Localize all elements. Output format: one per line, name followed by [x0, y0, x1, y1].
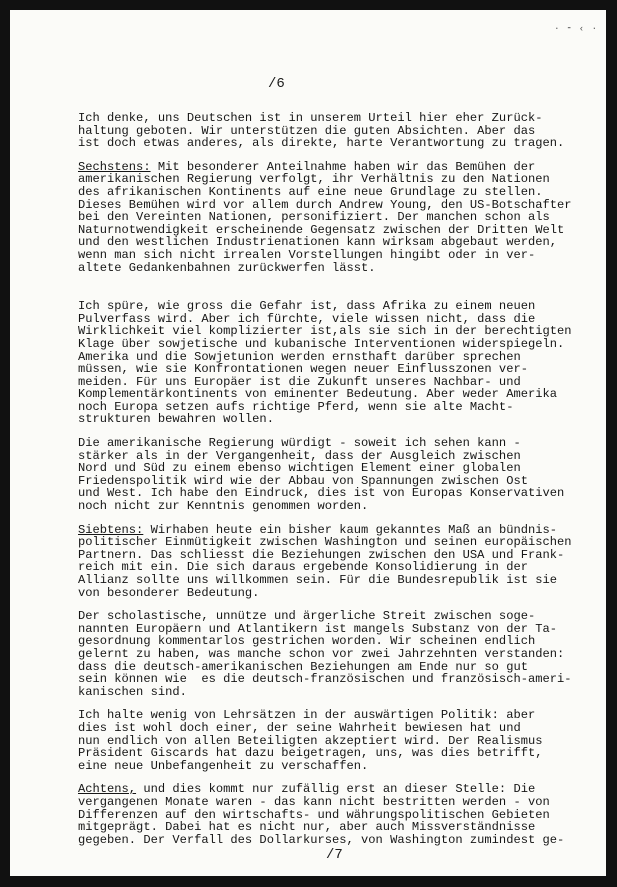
paragraph-2 — [78, 161, 600, 274]
paragraph-1-text: Ich denke, uns Deutschen ist in unserem Urteil hier eher Zurück- haltung geboten. Wir unterstützen die guten Absichten. Aber das ist doch etwas anderes, als direkte, harte Verantwortung zu tragen. — [78, 111, 565, 151]
paragraph-6 — [78, 610, 600, 698]
section-lead-sechstens: Sechstens: — [78, 159, 151, 174]
section-lead-siebtens: Siebtens: — [78, 522, 144, 537]
paragraph-5 — [78, 524, 600, 600]
paragraph-1 — [78, 112, 600, 150]
paragraph-3-text: Ich spüre, wie gross die Gefahr ist, dass Afrika zu einem neuen Pulverfass wird. Aber ich fürchte, viele wissen nicht, dass die Wirklichkeit viel komplizierter ist,als sie sich in der berechtigten Klage über sowjetische und kubanische Interventionen widerspiegeln. Amerika und die Sowjetunion werden ernsthaft darüber sprechen müssen, wie sie Konfrontationen wegen neuer Einflusszonen ver- meiden. Für uns Europäer ist die Zukunft unseres Nachbar- und Komplementärkontinents von eminenter Bedeutung. Aber weder Amerika noch Europa setzen aufs richtige Pferd, wenn sie alte Macht- strukturen bewahren wollen. — [78, 299, 572, 427]
paragraph-4-text: Die amerikanische Regierung würdigt - soweit ich sehen kann - stärker als in der Vergangenheit, dass der Ausgleich zwischen Nord und Süd zu einem ebenso wichtigen Element einer globalen Friedenspolitik wird wie der Abbau von Spannungen zwischen Ost und West. Ich habe den Eindruck, dies ist von Europas Konservativen noch nicht zur Kenntnis genommen worden. — [78, 436, 565, 514]
section-lead-achtens: Achtens, — [78, 782, 137, 797]
paragraph-7 — [78, 709, 600, 772]
paragraph-6-text: Der scholastische, unnütze und ärgerliche Streit zwischen soge- nannten Europäern und Atlantikern ist mangels Substanz von der Ta- gesordnung kommentarlos gestrichen worden. Wir scheinen endlich gelernt zu haben, was manche schon vor zwei Jahrzehnten verstanden: dass die deutsch-amerikanischen Beziehungen am Ende nur so gut sein können wie es die deutsch-französischen und französisch-ameri- kanischen sind. — [78, 609, 572, 699]
corner-mark: · ⁃ ‹ · — [554, 24, 598, 34]
paragraph-2-text: Mit besonderer Anteilnahme haben wir das Bemühen der amerikanischen Regierung verfolgt, ihr Verhältnis zu den Nationen des afrikanischen Kontinents auf eine neue Grundlage zu stellen. Dieses Bemühen wird vor allem durch Andrew Young, den US-Botschafter bei den Vereinten Nationen, personifiziert. Der manchen schon als Naturnotwendigkeit erscheinende Gegensatz zwischen der Dritten Welt und den westlichen Industrienationen kann wirksam abgebaut werden, wenn man sich nicht irrealen Vorstellungen hingibt oder in ver- altete Gedankenbahnen zurückwerfen lässt. — [78, 159, 572, 275]
paragraph-7-text: Ich halte wenig von Lehrsätzen in der auswärtigen Politik: aber dies ist wohl doch einer, der seine Wahrheit bewiesen hat und nun endlich von allen Beteiligten akzeptiert wird. Der Realismus Präsident Giscards hat dazu beigetragen, uns, was dies betrifft, eine neue Unbefangenheit zu verschaffen. — [78, 708, 543, 773]
paragraph-3 — [78, 300, 600, 426]
paragraph-5-text: Wirhaben heute ein bisher kaum gekanntes Maß an bündnis- politischer Einmütigkeit zwischen Washington und seinen europäischen Partnern. Das schliesst die Beziehungen zwischen den USA und Frank- reich mit ein. Die sich daraus ergebende Konsolidierung in der Allianz sollte uns willkommen sein. Für die Bundesrepublik ist sie von besonderer Bedeutung. — [78, 522, 572, 600]
paragraph-8-text: und dies kommt nur zufällig erst an dieser Stelle: Die vergangenen Monate waren - das kann nicht bestritten werden - von Differenzen auf den wirtschafts- und währungspolitischen Gebieten mitgeprägt. Dabei hat es nicht nur, aber auch Missverständnisse gegeben. Der Verfall des Dollarkurses, von Washington zumindest ge- — [78, 782, 565, 847]
next-page-marker: /7 — [326, 847, 343, 863]
document-page — [10, 10, 606, 876]
paragraph-8 — [78, 783, 600, 846]
body-text — [78, 112, 600, 846]
page-number: /6 — [268, 76, 285, 92]
paragraph-4 — [78, 437, 600, 513]
